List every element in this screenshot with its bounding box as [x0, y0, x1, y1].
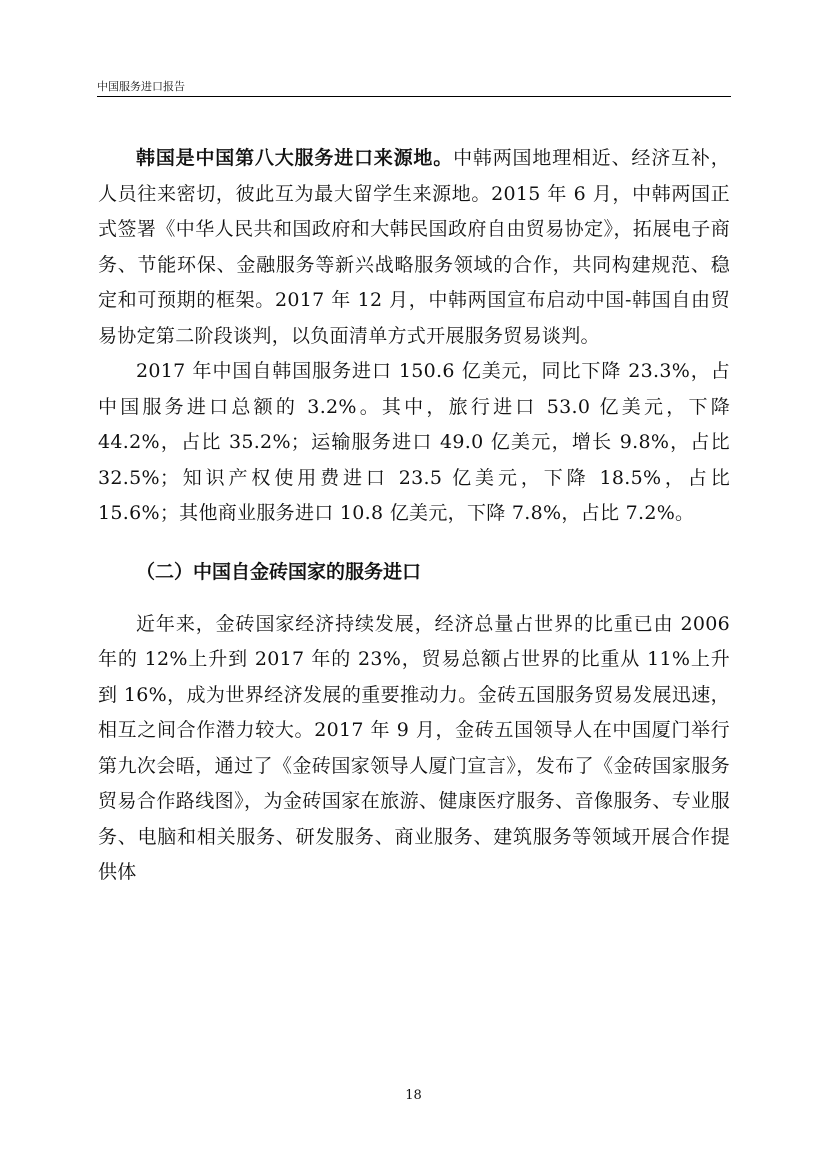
paragraph-brics — [98, 607, 730, 891]
page-header — [97, 80, 731, 97]
section-heading: （二）中国自金砖国家的服务进口 — [136, 560, 422, 583]
header-title: 中国服务进口报告 — [97, 80, 185, 93]
paragraph-korea — [98, 141, 730, 354]
page-number: 18 — [405, 1088, 422, 1103]
paragraph-text: 近年来，金砖国家经济持续发展，经济总量占世界的比重已由 2006 年的 12%上升到 2017 年的 23%，贸易总额占世界的比重从 11%上升到 16%，成为世界经济发展的重要推动力。金砖五国服务贸易发展迅速，相互之间合作潜力较大。2017 年 9 月，金砖五国领导人在中国厦门举行第九次会晤，通过了《金砖国家领导人厦门宣言》，发布了《金砖国家服务贸易合作路线图》，为金砖国家在旅游、健康医疗服务、音像服务、专业服务、电脑和相关服务、研发服务、商业服务、建筑服务等领域开展合作提供体 — [98, 612, 730, 883]
page-content — [98, 141, 730, 891]
paragraph-korea-stats — [98, 354, 730, 532]
paragraph-text: 中韩两国地理相近、经济互补，人员往来密切，彼此互为最大留学生来源地。2015 年 6 月，中韩两国正式签署《中华人民共和国政府和大韩民国政府自由贸易协定》，拓展电子商务、节能环保、金融服务等新兴战略服务领域的合作，共同构建规范、稳定和可预期的框架。2017 年 12 月，中韩两国宣布启动中国-韩国自由贸易协定第二阶段谈判，以负面清单方式开展服务贸易谈判。 — [98, 147, 730, 347]
paragraph-text: 2017 年中国自韩国服务进口 150.6 亿美元，同比下降 23.3%，占中国服务进口总额的 3.2%。其中，旅行进口 53.0 亿美元，下降 44.2%，占比 35.2%；运输服务进口 49.0 亿美元，增长 9.8%，占比 32.5%；知识产权使用费进口 23.5 亿美元，下降 18.5%，占比 15.6%；其他商业服务进口 10.8 亿美元，下降 7.8%，占比 7.2%。 — [98, 360, 730, 524]
paragraph-lead: 韩国是中国第八大服务进口来源地。 — [136, 147, 454, 169]
